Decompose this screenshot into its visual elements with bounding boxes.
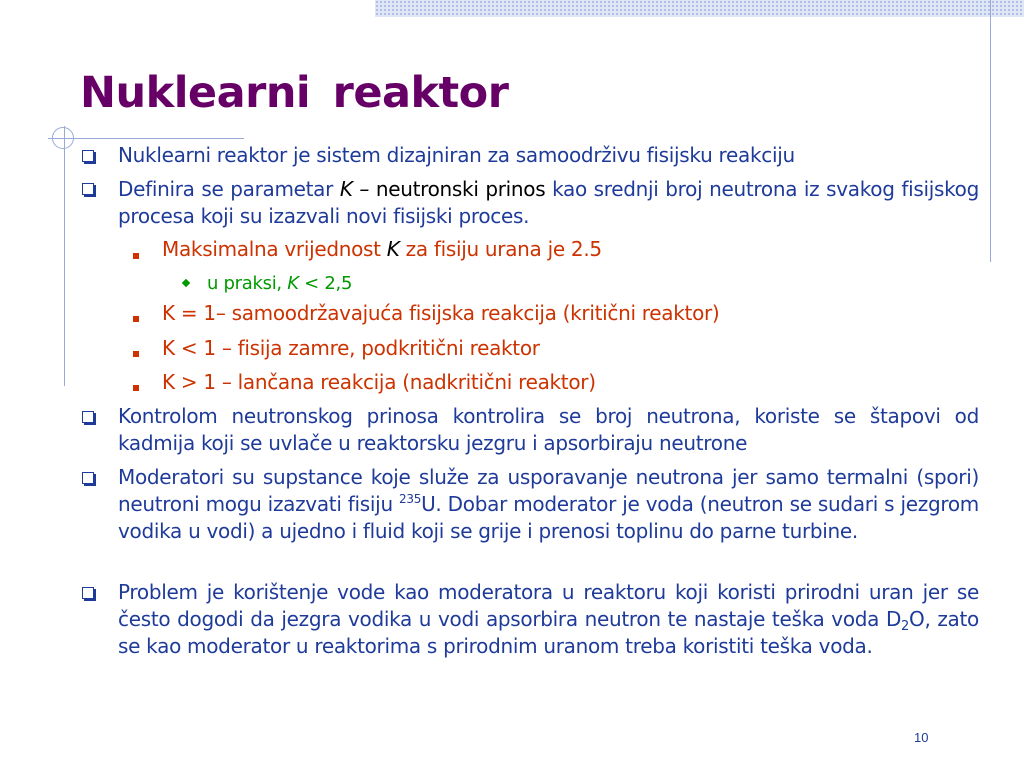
sub-bullet-item: K < 1 – fisija zamre, podkritični reaktor [162, 336, 540, 360]
sub-sub-bullet-item: u praksi, K < 2,5 [207, 273, 353, 294]
red-square-bullet-icon [133, 316, 139, 322]
green-diamond-bullet-icon [182, 279, 190, 287]
red-square-bullet-icon [133, 253, 139, 259]
bullet-item: Kontrolom neutronskog prinosa kontrolira se broj neutrona, koriste se štapovi od kadmija koji se uvlače u reaktorsku jezgru i apsorbiraju neutrone [118, 404, 979, 455]
bullet-item: Moderatori su supstance koje služe za usporavanje neutrona jer samo termalni (spori) neutroni mogu izazvati fisiju $^{235}$U. Dobar moderator je voda (neutron se sudari s jezgrom vodika u vodi) a ujedno i fluid koji se grije i prenosi toplinu do parne turbine. [118, 465, 979, 543]
sub-bullet-item: K = 1– samoodržavajuća fisijska reakcija (kritični reaktor) [162, 301, 720, 325]
square-bullet-icon [82, 587, 94, 599]
page-number: 10 [914, 730, 929, 745]
square-bullet-icon [82, 150, 94, 162]
square-bullet-icon [82, 411, 94, 423]
sub-bullet-item: Maksimalna vrijednost K za fisiju urana je 2.5 [162, 237, 602, 261]
slide-title: Nuklearni reaktor [80, 68, 509, 118]
bullet-item: Definira se parametar K – neutronski prinos kao srednji broj neutrona iz svakog fisijskog procesa koji su izazvali novi fisijski proces. [118, 177, 979, 228]
red-square-bullet-icon [133, 385, 139, 391]
square-bullet-icon [82, 472, 94, 484]
bullet-item: Nuklearni reaktor je sistem dizajniran za samoodrživu fisijsku reakciju [118, 143, 795, 167]
square-bullet-icon [82, 183, 94, 195]
bullet-item: Problem je korištenje vode kao moderatora u reaktoru koji koristi prirodni uran jer se često dogodi da jezgra vodika u vodi apsorbira neutron te nastaje teška voda $D_2O$, zato se kao moderator u reaktorima s prirodnim uranom treba koristiti teška voda. [118, 580, 979, 658]
sub-bullet-item: K > 1 – lančana reakcija (nadkritični reaktor) [162, 370, 596, 394]
key-term: neutronski prinos [375, 177, 546, 201]
red-square-bullet-icon [133, 351, 139, 357]
